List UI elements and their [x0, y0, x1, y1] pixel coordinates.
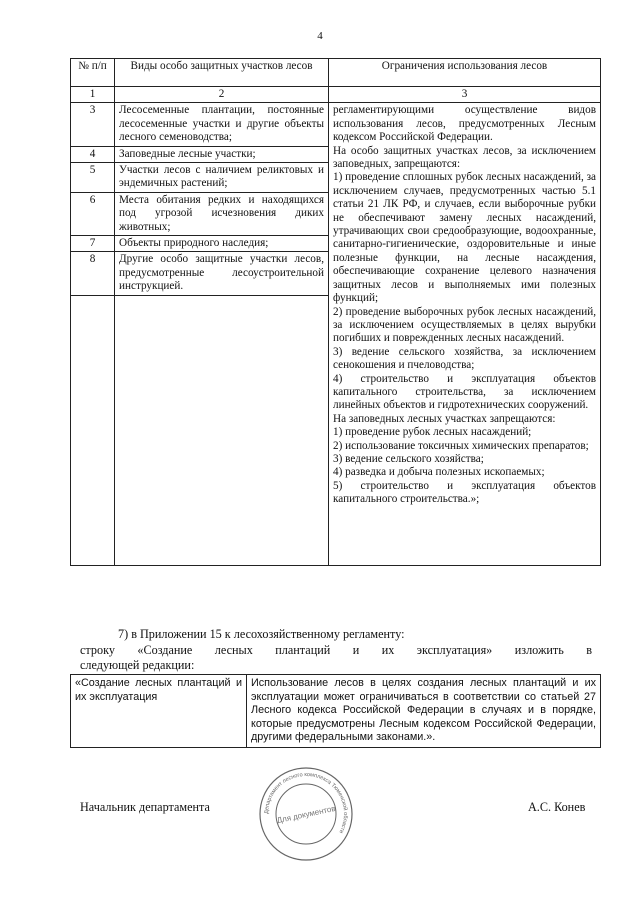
plantation-restriction: Использование лесов в целях создания лесных плантаций и их эксплуатации может ограничиваться в соответствии со статьей 27 Лесного кодекса Российской Федерации в случаях и в порядке, которые предусмотрены Лесным кодексом Российской Федерации, другими федеральными законами.». — [247, 675, 601, 748]
col-num-2: 2 — [115, 87, 329, 103]
restriction-line: 2) проведение выборочных рубок лесных насаждений, за исключением осуществляемых в целях вырубки погибших и поврежденных лесных насаждений. — [333, 305, 596, 345]
restriction-line: 1) проведение сплошных рубок лесных насаждений, за исключением случаев, предусмотренных частью 5.1 статьи 21 ЛК РФ, и случаев, если выборочные рубки не обеспечивают замену лесных насаждений, утрачивающих свои средообразующие, водоохранные, санитарно-гигиенические, оздоровительные и иные полезные функции, на лесные насаждения, обеспечивающие сохранение целевого назначения защитных лесов и выполняемых ими полезных функций; — [333, 171, 596, 305]
plantation-kind: «Создание лесных плантаций и их эксплуатация — [71, 675, 247, 748]
row-kind: Места обитания редких и находящихся под угрозой исчезновения диких животных; — [115, 192, 329, 235]
stamp-ring-text: Департамент лесного комплекса Тюменской области — [263, 771, 349, 835]
row-num: 8 — [71, 252, 115, 295]
header-kind: Виды особо защитных участков лесов — [115, 59, 329, 87]
amendment-instruction: строку «Создание лесных плантаций и их эксплуатация» изложить в — [80, 643, 592, 657]
row-kind: Объекты природного наследия; — [115, 236, 329, 252]
restriction-line: На особо защитных участках лесов, за исключением заповедных, запрещаются: — [333, 144, 596, 171]
official-stamp — [256, 764, 356, 864]
protected-areas-table — [70, 58, 601, 566]
row-num: 3 — [71, 103, 115, 146]
amendment-instruction-end: следующей редакции: — [80, 658, 195, 672]
restriction-line: 5) строительство и эксплуатация объектов капитального строительства.»; — [333, 479, 596, 506]
column-number-row — [71, 87, 601, 103]
row-kind: Заповедные лесные участки; — [115, 146, 329, 162]
row-num: 5 — [71, 163, 115, 193]
row-kind: Другие особо защитные участки лесов, предусмотренные лесоустроительной инструкцией. — [115, 252, 329, 295]
signatory-name: А.С. Конев — [528, 800, 586, 814]
empty-cell — [115, 295, 329, 565]
table-row — [71, 103, 601, 146]
restriction-line: регламентирующими осуществление видов использования лесов, предусмотренных Лесным кодексом Российской Федерации. — [333, 104, 596, 144]
table-header-row — [71, 59, 601, 87]
col-num-1: 1 — [71, 87, 115, 103]
restriction-line: 1) проведение рубок лесных насаждений; — [333, 426, 532, 439]
stamp-text: Для документов — [275, 803, 337, 826]
row-kind: Лесосеменные плантации, постоянные лесосеменные участки и другие объекты лесного семеноводства; — [115, 103, 329, 146]
page-number: 4 — [317, 30, 323, 42]
restriction-line: 2) использование токсичных химических препаратов; — [333, 439, 589, 452]
amendment-item-7: 7) в Приложении 15 к лесохозяйственному регламенту: — [118, 627, 405, 641]
restriction-line: 3) ведение сельского хозяйства, за исключением сенокошения и пчеловодства; — [333, 345, 596, 372]
header-restrictions: Ограничения использования лесов — [329, 59, 601, 87]
restriction-line: 4) строительство и эксплуатация объектов капитального строительства, за исключением линейных объектов и гидротехнических сооружений. — [333, 372, 596, 412]
row-num: 4 — [71, 146, 115, 162]
col-num-3: 3 — [329, 87, 601, 103]
signatory-position: Начальник департамента — [80, 800, 210, 814]
restrictions-cell — [329, 103, 601, 565]
row-num: 7 — [71, 236, 115, 252]
restriction-line: 3) ведение сельского хозяйства; — [333, 452, 484, 465]
row-num: 6 — [71, 192, 115, 235]
plantation-table — [70, 674, 601, 748]
table-row — [71, 675, 601, 748]
header-num: № п/п — [71, 59, 115, 87]
empty-cell — [71, 295, 115, 565]
row-kind: Участки лесов с наличием реликтовых и эндемичных растений; — [115, 163, 329, 193]
restriction-line: На заповедных лесных участках запрещаются: — [333, 412, 556, 425]
restriction-line: 4) разведка и добыча полезных ископаемых; — [333, 466, 545, 479]
